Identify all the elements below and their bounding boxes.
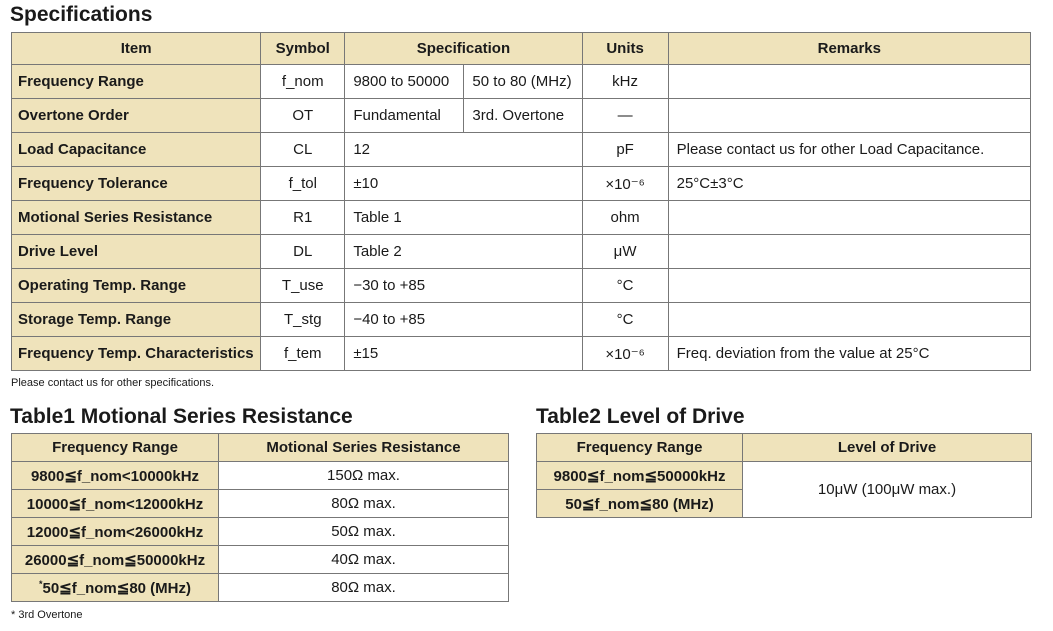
specifications-table xyxy=(11,32,1031,371)
header-motional-resistance: Motional Series Resistance xyxy=(219,434,509,462)
row-spec: −40 to +85 xyxy=(345,303,582,337)
row-spec-b: 3rd. Overtone xyxy=(464,99,582,133)
table-row xyxy=(12,337,1031,371)
row-remarks: Please contact us for other Load Capacitance. xyxy=(668,133,1030,167)
header-units: Units xyxy=(582,33,668,65)
row-units: ×10⁻⁶ xyxy=(582,337,668,371)
table-row xyxy=(12,235,1031,269)
row-units: pF xyxy=(582,133,668,167)
row-remarks: Freq. deviation from the value at 25°C xyxy=(668,337,1030,371)
table-row xyxy=(12,462,509,490)
frequency-range-text: 50≦f_nom≦80 (MHz) xyxy=(42,579,191,597)
table-row xyxy=(12,546,509,574)
drive-level-table xyxy=(536,433,1032,518)
table-header-row xyxy=(12,33,1031,65)
row-item: Storage Temp. Range xyxy=(12,303,261,337)
row-spec: −30 to +85 xyxy=(345,269,582,303)
row-units: kHz xyxy=(582,65,668,99)
table-row xyxy=(12,269,1031,303)
row-item: Overtone Order xyxy=(12,99,261,133)
header-specification: Specification xyxy=(345,33,582,65)
resistance-cell: 80Ω max. xyxy=(219,574,509,602)
row-symbol: R1 xyxy=(261,201,345,235)
header-level-of-drive: Level of Drive xyxy=(743,434,1032,462)
row-symbol: T_stg xyxy=(261,303,345,337)
row-spec: ±15 xyxy=(345,337,582,371)
resistance-cell: 150Ω max. xyxy=(219,462,509,490)
row-symbol: DL xyxy=(261,235,345,269)
row-symbol: T_use xyxy=(261,269,345,303)
table-row xyxy=(12,518,509,546)
overtone-footnote: * 3rd Overtone xyxy=(11,609,83,621)
row-units: ohm xyxy=(582,201,668,235)
resistance-cell: 80Ω max. xyxy=(219,490,509,518)
table-row xyxy=(12,99,1031,133)
row-item: Frequency Temp. Characteristics xyxy=(12,337,261,371)
row-units: ×10⁻⁶ xyxy=(582,167,668,201)
row-symbol: OT xyxy=(261,99,345,133)
row-symbol: f_tol xyxy=(261,167,345,201)
table1-title: Table1 Motional Series Resistance xyxy=(10,405,353,428)
row-item: Frequency Tolerance xyxy=(12,167,261,201)
frequency-range-cell: 10000≦f_nom<12000kHz xyxy=(12,490,219,518)
table-header-row xyxy=(12,434,509,462)
table-row xyxy=(12,133,1031,167)
row-symbol: CL xyxy=(261,133,345,167)
row-spec: 12 xyxy=(345,133,582,167)
frequency-range-cell xyxy=(12,574,219,602)
overtone-mark: * xyxy=(38,578,43,589)
row-units: °C xyxy=(582,303,668,337)
row-item: Frequency Range xyxy=(12,65,261,99)
row-remarks: 25°C±3°C xyxy=(668,167,1030,201)
motional-resistance-table xyxy=(11,433,509,602)
row-spec: ±10 xyxy=(345,167,582,201)
row-remarks xyxy=(668,99,1030,133)
table2-title: Table2 Level of Drive xyxy=(536,405,745,428)
header-frequency-range: Frequency Range xyxy=(537,434,743,462)
row-remarks xyxy=(668,303,1030,337)
row-remarks xyxy=(668,269,1030,303)
table-row xyxy=(12,201,1031,235)
table-row xyxy=(12,167,1031,201)
row-remarks xyxy=(668,65,1030,99)
row-spec-a: Fundamental xyxy=(345,99,464,133)
row-spec: Table 2 xyxy=(345,235,582,269)
table-row xyxy=(537,462,1032,490)
resistance-cell: 40Ω max. xyxy=(219,546,509,574)
header-item: Item xyxy=(12,33,261,65)
row-units: °C xyxy=(582,269,668,303)
row-item: Motional Series Resistance xyxy=(12,201,261,235)
specifications-title: Specifications xyxy=(10,3,153,26)
row-spec: Table 1 xyxy=(345,201,582,235)
frequency-range-cell: 50≦f_nom≦80 (MHz) xyxy=(537,490,743,518)
row-spec-b: 50 to 80 (MHz) xyxy=(464,65,582,99)
header-frequency-range: Frequency Range xyxy=(12,434,219,462)
table-row xyxy=(12,574,509,602)
drive-level-cell: 10μW (100μW max.) xyxy=(743,462,1032,518)
header-remarks: Remarks xyxy=(668,33,1030,65)
row-symbol: f_tem xyxy=(261,337,345,371)
row-item: Operating Temp. Range xyxy=(12,269,261,303)
frequency-range-cell: 12000≦f_nom<26000kHz xyxy=(12,518,219,546)
row-symbol: f_nom xyxy=(261,65,345,99)
row-spec-a: 9800 to 50000 xyxy=(345,65,464,99)
row-item: Load Capacitance xyxy=(12,133,261,167)
specifications-footnote: Please contact us for other specifications. xyxy=(11,377,214,389)
frequency-range-cell: 26000≦f_nom≦50000kHz xyxy=(12,546,219,574)
frequency-range-cell: 9800≦f_nom<10000kHz xyxy=(12,462,219,490)
header-symbol: Symbol xyxy=(261,33,345,65)
resistance-cell: 50Ω max. xyxy=(219,518,509,546)
table-row xyxy=(12,303,1031,337)
row-units: μW xyxy=(582,235,668,269)
table-row xyxy=(12,490,509,518)
row-remarks xyxy=(668,201,1030,235)
row-units: — xyxy=(582,99,668,133)
table-row xyxy=(12,65,1031,99)
table-header-row xyxy=(537,434,1032,462)
row-item: Drive Level xyxy=(12,235,261,269)
frequency-range-cell: 9800≦f_nom≦50000kHz xyxy=(537,462,743,490)
row-remarks xyxy=(668,235,1030,269)
